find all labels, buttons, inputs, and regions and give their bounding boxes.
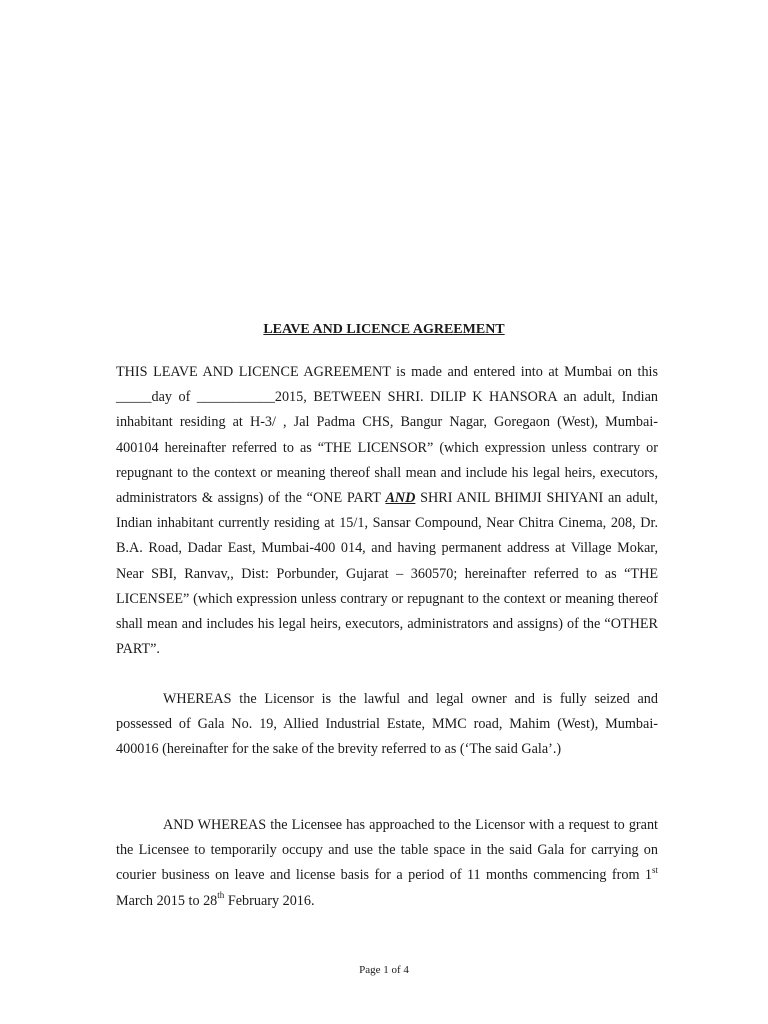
ordinal-suffix-th: th [217,889,225,900]
document-title: LEAVE AND LICENCE AGREEMENT [263,322,505,337]
licensee-text-part1: AND WHEREAS the Licensee has approached to the Licensor with a request to grant the Licensee to temporarily occupy and use the table space in the said Gala for carrying on courier business on leave and license basis for a period of 11 months commencing from 1 [116,817,658,884]
page-number-footer: Page 1 of 4 [359,964,409,976]
ordinal-suffix-st: st [651,864,658,875]
licensee-text-part3: February 2016. [224,892,315,909]
licensee-text-part2: March 2015 to 28 [116,892,218,909]
and-emphasis: AND [385,490,416,507]
whereas-owner-paragraph: WHEREAS the Licensor is the lawful and legal owner and is fully seized and possessed of Gala No. 19, Allied Industrial Estate, MMC road, Mahim (West), Mumbai-400016 (hereinafter for the sake of the brevity referred to as (‘The said Gala’.) [116,691,658,758]
parties-text-part1: THIS LEAVE AND LICENCE AGREEMENT is made and entered into at Mumbai on this _____day of ___________2015, BETWEEN SHRI. DILIP K HANSORA an adult, Indian inhabitant residing at H-3/ , Jal Padma CHS, Bangur Nagar, Goregaon (West), Mumbai- 400104 hereinafter referred to as “THE LICENSOR” (which expression unless contrary or repugnant to the context or meaning thereof shall mean and include his legal heirs, executors, administrators & assigns) of the “ONE PART [116,364,658,507]
parties-text-part2: SHRI ANIL BHIMJI SHIYANI an adult, Indian inhabitant currently residing at 15/1, Sansar Compound, Near Chitra Cinema, 208, Dr. B.A. Road, Dadar East, Mumbai-400 014, and having permanent address at Village Mokar, Near SBI, Ranvav,, Dist: Porbunder, Gujarat – 360570; hereinafter referred to as “THE LICENSEE” (which expression unless contrary or repugnant to the context or meaning thereof shall mean and includes his legal heirs, executors, administrators and assigns) of the “OTHER PART”. [116,490,658,658]
agreement-parties-paragraph [116,360,658,662]
whereas-licensee-paragraph [116,813,658,914]
